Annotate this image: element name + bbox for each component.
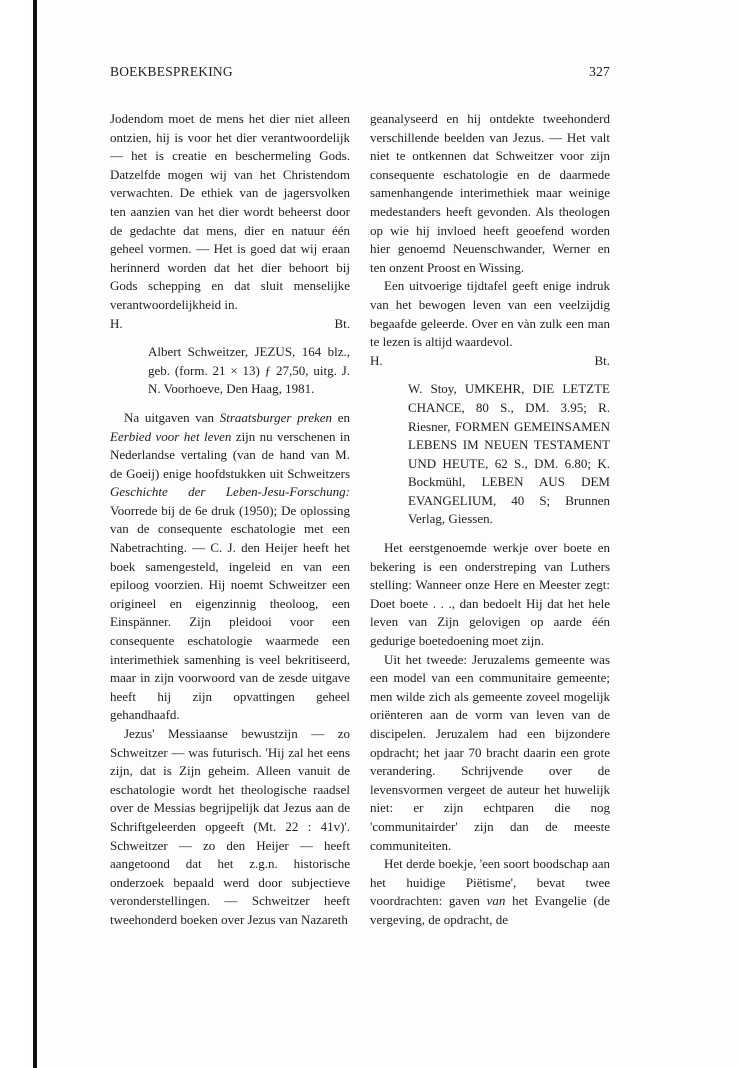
- review-paragraph: Jodendom moet de mens het dier niet alleen ontzien, hij is voor het dier verantwoordelijk — het is creatie en beschermeling Gods. Datzelfde mogen wij van het Christendom verwachten. De ethiek van de jagersvolken ten aanzien van het dier wordt beheerst door de gedachte dat mens, dier en natuur één geheel vormen. — Het is goed dat wij eraan herinnerd worden dat het dier behoort bij Gods schepping en dat sluit menselijke verantwoordelijkheid in.: [110, 111, 350, 312]
- review-signature: [370, 352, 610, 371]
- signature-initial: H.: [110, 315, 123, 331]
- review-signature: [110, 315, 350, 334]
- review-paragraph: Het eerstgenoemde werkje over boete en bekering is een onderstreping van Luthers stelling: Wanneer onze Here en Meester zegt: Doet boete . . ., dan bedoelt Hij dat het hele leven van Zijn gelovigen op aarde één gedurige boetedoening moet zijn.: [370, 540, 610, 649]
- page-margin: [0, 0, 30, 1068]
- signature-name: Bt.: [594, 352, 610, 368]
- review-paragraph: Uit het tweede: Jeruzalems gemeente was een model van een communitaire gemeente; men wilde zich als gemeente zoveel mogelijk oriënteren aan de vorm van leven van de discipelen. Jeruzalem had een bijzondere opdracht; het jaar 70 bracht daarin een grote verandering. Schrijvende over de levensvormen vergeet de auteur het huwelijk niet: er zijn echtparen die nog 'communitairder' zijn dan de meeste communiteiten.: [370, 651, 610, 853]
- right-column: [370, 110, 610, 930]
- review-paragraph: geanalyseerd en hij ontdekte tweehonderd verschillende beelden van Jezus. — Het valt niet te ontkennen dat Schweitzer voor zijn consequente eschatologie en de daarmede samenhangende interimethiek maar weinige medestanders heeft gevonden. Als theologen op wie hij invloed heeft geoefend worden hier genoemd Neuenschwander, Werner en ten onzent Proost en Wissing.: [370, 111, 610, 275]
- emphasis: van: [486, 893, 506, 909]
- left-column: [110, 110, 350, 930]
- review-paragraph: Een uitvoerige tijdtafel geeft enige indruk van het bewogen leven van een veelzijdig begaafde geleerde. Over en vàn zulk een man te lezen is altijd waardevol.: [370, 278, 610, 350]
- signature-initial: H.: [370, 352, 383, 368]
- signature-name: Bt.: [334, 315, 350, 331]
- book-title: Eerbied voor het leven: [110, 428, 232, 444]
- binding-edge: [33, 0, 37, 1068]
- book-reference: W. Stoy, UMKEHR, DIE LETZTE CHANCE, 80 S., DM. 3.95; R. Riesner, FORMEN GEMEINSAMEN LEBENS IM NEUEN TESTAMENT UND HEUTE, 62 S., DM. 6.80; K. Bockmühl, LEBEN AUS DEM EVANGELIUM, 40 S; Brunnen Verlag, Giessen.: [408, 381, 610, 527]
- book-title: Geschichte der Leben-Jesu-Forschung:: [110, 484, 350, 500]
- review-paragraph: Jezus' Messiaanse bewustzijn — zo Schweitzer — was futurisch. 'Hij zal het eens zijn, dat is Zijn geheim. Alleen vanuit de eschatologie wordt het theologische raadsel over de Messias begrijpelijk dat Jezus aan de Schriftgeleerden opgeeft (Mt. 22 : 41v)'. Schweitzer — zo den Heijer — heeft aangetoond dat het z.g.n. historische onderzoek bepaald werd door subjectieve veronderstellingen. — Schweitzer heeft tweehonderd boeken over Jezus van Nazareth: [110, 726, 350, 927]
- book-title: Straatsburger preken: [219, 409, 333, 425]
- page-number: 327: [589, 64, 610, 79]
- running-title: BOEKBESPREKING: [110, 64, 233, 79]
- review-paragraph: Het derde boekje, 'een soort boodschap aan het huidige Piëtisme', bevat twee voordrachten: gaven van het Evangelie (de vergeving, de opdracht, de: [370, 856, 610, 927]
- book-reference: Albert Schweitzer, JEZUS, 164 blz., geb. (form. 21 × 13) ƒ 27,50, uitg. J. N. Voorhoeve, Den Haag, 1981.: [148, 344, 350, 397]
- review-paragraph: Na uitgaven van Straatsburger preken en Eerbied voor het leven zijn nu verschenen in Nederlandse vertaling (van de hand van M. de Goeij) enige hoofdstukken uit Schweitzers Geschichte der Leben-Jesu-Forschung: Voorrede bij de 6e druk (1950); De oplossing van de consequente eschatologie met een Nabetrachting. — C. J. den Heijer heeft het boek samengesteld, ingeleid en van een epiloog voorzien. Hij noemt Schweitzer een origineel en eigenzinnig theoloog, een Einspänner. Zijn pleidooi voor een consequente eschatologie waarmede een interimethiek samenhing is veel bekritiseerd, maar in zijn voorwoord van de zesde uitgave heeft hij zijn opvattingen geheel gehandhaafd.: [110, 409, 350, 723]
